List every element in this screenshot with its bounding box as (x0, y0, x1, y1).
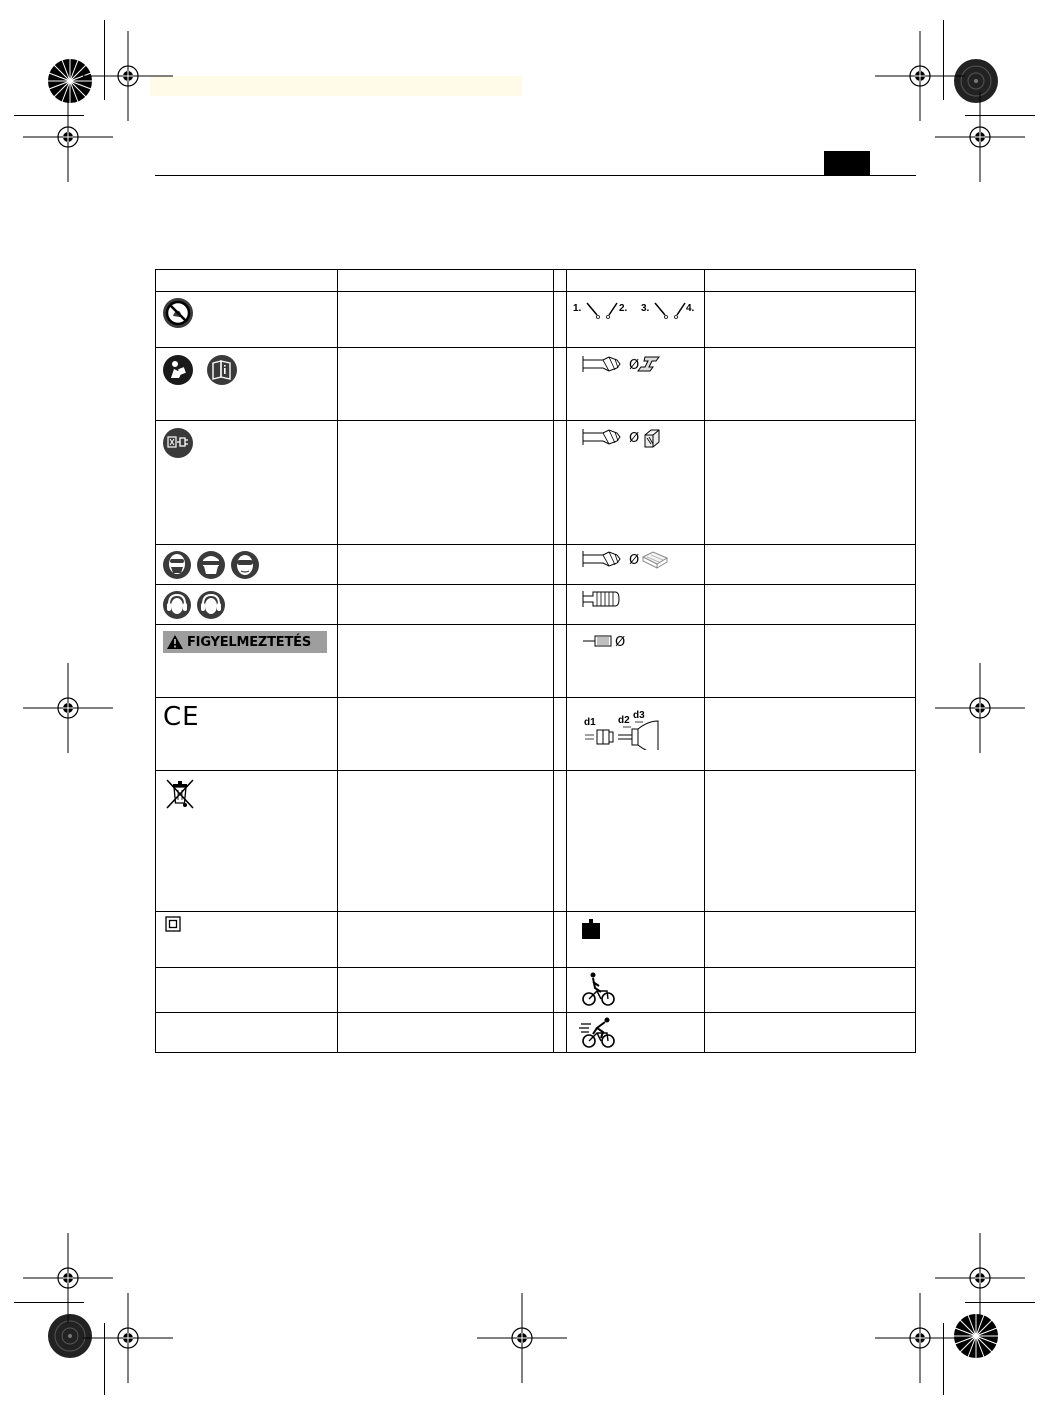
crop-mark (104, 1323, 105, 1395)
symbol-table (155, 269, 916, 1053)
table-cell (337, 585, 553, 625)
table-cell (554, 348, 567, 421)
table-row (156, 292, 916, 348)
table-row (156, 348, 916, 421)
table-cell (554, 968, 567, 1013)
table-cell (156, 421, 338, 545)
table-header-row (156, 270, 916, 292)
table-cell (704, 968, 915, 1013)
svg-text:4.: 4. (686, 303, 695, 314)
wear-safety-goggles-icon (230, 550, 260, 580)
registration-crosshair-icon (935, 663, 1025, 753)
table-cell (554, 771, 567, 912)
table-cell (337, 912, 553, 968)
table-cell (567, 348, 705, 421)
table-cell (567, 270, 705, 292)
table-cell (156, 292, 338, 348)
table-cell (554, 698, 567, 771)
header-rule (155, 175, 916, 176)
svg-text:Ø: Ø (615, 635, 626, 650)
svg-text:d3: d3 (633, 710, 645, 721)
table-cell (156, 270, 338, 292)
crop-mark (14, 1302, 84, 1303)
drill-wood-diameter-icon (581, 549, 691, 571)
table-cell (554, 1013, 567, 1053)
ce-mark: CE (163, 702, 200, 732)
table-row (156, 1013, 916, 1053)
table-row (156, 585, 916, 625)
warning-label (163, 631, 327, 653)
wear-face-shield-icon (196, 550, 226, 580)
crop-mark (943, 20, 944, 100)
table-cell (156, 698, 338, 771)
table-cell (337, 968, 553, 1013)
weight-icon (581, 918, 601, 940)
table-cell (554, 270, 567, 292)
table-cell (156, 1013, 338, 1053)
table-row (156, 698, 916, 771)
double-insulation-icon (165, 916, 181, 932)
table-cell (704, 421, 915, 545)
table-cell (567, 585, 705, 625)
svg-text:Ø: Ø (629, 431, 640, 446)
drill-aluminium-diameter-icon (581, 427, 691, 449)
svg-text:d1: d1 (584, 717, 596, 728)
table-cell (554, 625, 567, 698)
no-hand-in-rotating-part-icon (162, 297, 194, 329)
grinding-pin-diameter-icon (581, 631, 651, 651)
warning-label-text: FIGYELMEZTETÉS (187, 634, 311, 650)
low-speed-cyclist-icon (581, 972, 617, 1008)
table-cell (567, 968, 705, 1013)
drill-steel-diameter-icon (581, 354, 691, 374)
high-speed-cyclist-icon (579, 1016, 619, 1050)
table-cell (704, 270, 915, 292)
table-cell (554, 545, 567, 585)
sequence-1-2-3-4-icon (571, 297, 701, 321)
table-cell (337, 545, 553, 585)
crossed-out-wheeled-bin-icon (164, 777, 196, 811)
table-row (156, 421, 916, 545)
table-cell (704, 625, 915, 698)
crop-mark (943, 1323, 944, 1395)
table-row (156, 545, 916, 585)
table-cell (554, 585, 567, 625)
table-cell (337, 421, 553, 545)
table-cell (704, 912, 915, 968)
svg-text:3.: 3. (641, 303, 650, 314)
table-cell (156, 968, 338, 1013)
table-cell (567, 292, 705, 348)
wear-dust-mask-icon (162, 550, 192, 580)
table-cell (704, 771, 915, 912)
registration-crosshair-icon (23, 663, 113, 753)
language-tab (824, 151, 870, 175)
table-cell (567, 625, 705, 698)
table-cell (337, 698, 553, 771)
table-cell (704, 585, 915, 625)
table-cell (156, 348, 338, 421)
table-cell (567, 771, 705, 912)
screw-thread-icon (581, 589, 641, 609)
crop-mark (104, 20, 105, 100)
table-cell (567, 912, 705, 968)
warning-triangle-icon (167, 635, 183, 649)
table-cell (554, 912, 567, 968)
registration-crosshair-icon (935, 92, 1025, 182)
table-cell (704, 1013, 915, 1053)
table-row (156, 912, 916, 968)
wear-ear-protection-icon (162, 590, 192, 620)
table-cell (337, 625, 553, 698)
crop-mark (965, 1302, 1035, 1303)
table-cell (567, 545, 705, 585)
svg-text:2.: 2. (619, 303, 628, 314)
table-cell (337, 292, 553, 348)
table-cell (554, 292, 567, 348)
crop-mark (14, 115, 84, 116)
table-cell (156, 912, 338, 968)
table-cell (337, 348, 553, 421)
table-cell (704, 545, 915, 585)
svg-text:d2: d2 (618, 715, 630, 726)
registration-crosshair-icon (83, 1293, 173, 1383)
table-cell (156, 585, 338, 625)
registration-crosshair-icon (875, 1293, 965, 1383)
table-row (156, 771, 916, 912)
highlight-strip (150, 76, 522, 96)
table-cell (554, 421, 567, 545)
registration-crosshair-icon (23, 92, 113, 182)
table-cell (567, 698, 705, 771)
table-cell (567, 1013, 705, 1053)
wear-ear-protection-icon (196, 590, 226, 620)
information-book-icon (206, 354, 238, 386)
svg-text:Ø: Ø (629, 553, 640, 568)
table-cell (567, 421, 705, 545)
table-cell (156, 771, 338, 912)
read-manual-icon (162, 354, 194, 386)
table-cell (704, 348, 915, 421)
unplug-mains-icon (162, 427, 194, 459)
table-cell (337, 771, 553, 912)
chuck-diameters-icon (583, 710, 669, 750)
crop-mark (965, 115, 1035, 116)
svg-text:Ø: Ø (629, 358, 640, 373)
table-cell (704, 698, 915, 771)
table-cell (337, 1013, 553, 1053)
table-cell (156, 625, 338, 698)
table-cell (156, 545, 338, 585)
registration-crosshair-icon (477, 1293, 567, 1383)
table-cell (337, 270, 553, 292)
table-row (156, 625, 916, 698)
svg-text:1.: 1. (573, 303, 582, 314)
table-row (156, 968, 916, 1013)
table-cell (704, 292, 915, 348)
